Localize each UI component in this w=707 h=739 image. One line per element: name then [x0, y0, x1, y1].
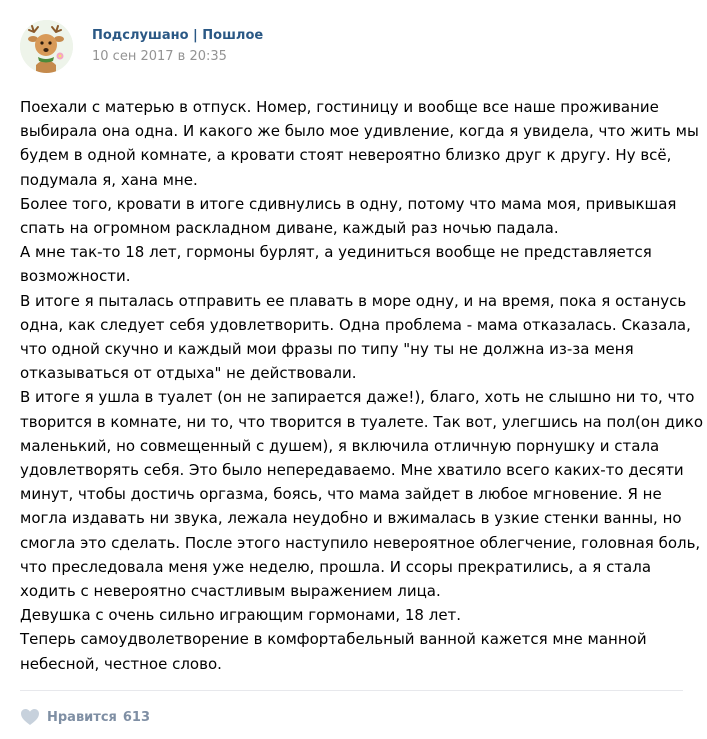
like-count: 613 [122, 709, 151, 725]
post-text-line: удовлетворять себя. Это было непередаваемо. Мне хватило всего каких-то десяти [20, 461, 684, 480]
post-text-line: что преследовала меня уже неделю, прошла. И ссоры прекратились, а я стала [20, 557, 652, 576]
post-text-line: будем в одной комнате, а кровати стоят невероятно близко друг к другу. Ну всё, [20, 146, 672, 165]
post-text-line: А мне так-то 18 лет, гормоны бурлят, а уединиться вообще не представляется [20, 243, 652, 262]
deer-avatar-graphic [20, 20, 73, 73]
post-text-line: Девушка с очень сильно играющим гормонами, 18 лет. [20, 606, 462, 625]
post-text-line: смогла это сделать. После этого наступило невероятное облегчение, головная боль, [20, 533, 701, 552]
post-text-line: что одной скучно и каждый мои фразы по типу "ну ты не должна из-за меня [20, 340, 634, 359]
post-text-line: творится в комнате, ни то, что творится в туалете. Так вот, улегшись на пол(он дико [20, 412, 703, 431]
post-date-link[interactable]: 10 сен 2017 в 20:35 [92, 49, 227, 64]
post-text-line: В итоге я ушла в туалет (он не запирается даже!), благо, хоть не слышно ни то, что [20, 388, 695, 407]
post-text-line: возможности. [20, 267, 131, 286]
post-text-line: маленький, но совмещенный с душем), я включила отличную порнушку и стала [20, 436, 660, 455]
like-label: Нравится [47, 709, 117, 725]
post-text-line: могла издавать ни звука, лежала неудобно и вжималась в узкие стенки ванны, но [20, 509, 682, 528]
post-text-line: Поехали с матерью в отпуск. Номер, гостиницу и вообще все наше проживание [20, 98, 659, 116]
post-text-line: В итоге я пыталась отправить ее плавать в море одну, и на время, пока я останусь [20, 291, 687, 310]
heart-icon [20, 708, 40, 726]
post-text [20, 95, 703, 676]
post-text-line: Теперь самоудволетворение в комфортабельный ванной кажется мне манной [20, 630, 647, 649]
post-text-line: Более того, кровати в итоге сдивнулись в одну, потому что мама моя, привыкшая [20, 194, 677, 213]
post-text-line: ходить с невероятно счастливым выражением лица. [20, 582, 441, 601]
post-text-line: подумала я, хана мне. [20, 170, 198, 189]
post-divider [20, 690, 683, 691]
post-text-line: отказываться от отдыха" не действовали. [20, 364, 357, 383]
post-author-link[interactable]: Подслушано | Пошлое [92, 28, 264, 43]
post-text-line: небесной, честное слово. [20, 654, 222, 673]
post-text-line: минут, чтобы достичь оргазма, боясь, что мама зайдет в любое мгновение. Я не [20, 485, 662, 504]
deer-avatar-icon[interactable] [20, 20, 73, 73]
like-button[interactable] [20, 706, 150, 728]
post-text-line: выбирала она одна. И какого же было мое удивление, когда я увидела, что жить мы [20, 122, 699, 141]
post-text-line: спать на огромном раскладном диване, каждый раз ночью падала. [20, 219, 559, 238]
post-text-line: одна, как следует себя удовлетворить. Одна проблема - мама отказалась. Сказала, [20, 315, 691, 334]
